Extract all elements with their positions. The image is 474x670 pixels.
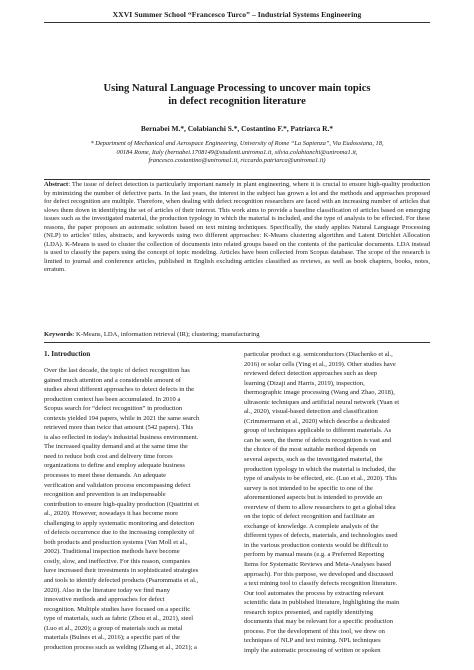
body-text-line: thermographic image processing (Wang and Zhao, 2018),	[244, 389, 395, 397]
body-text-line: overview of them to allow researchers to get a global idea	[244, 503, 396, 511]
body-text-line: (Luo et al., 2020); a group of materials such as metal	[44, 624, 183, 632]
body-text-line: processes to meet these demands. An adequate	[44, 472, 166, 480]
body-text-line: materials (Bulnes et al., 2016); a specific part of the	[44, 634, 180, 642]
body-text-line: Our tool automates the process by extracting relevant	[244, 589, 384, 597]
body-text-line: particular product e.g. semiconductors (Diachenko et al.,	[244, 351, 393, 358]
keywords-rule	[44, 342, 430, 343]
body-text-line: on the topic of defect recognition and facilitate an	[244, 513, 375, 521]
abstract-label: Abstract	[44, 181, 69, 188]
abstract	[44, 181, 430, 275]
body-text-line: (Crimmermann et al., 2020) which describe a dedicated	[244, 417, 390, 425]
abstract-rule	[44, 179, 430, 180]
body-text-line: group of techniques applicable to different materials. As	[244, 427, 392, 435]
body-text-line: approach). For this purpose, we developed and discussed	[244, 570, 394, 578]
body-text-line: al., 2020). However, nowadays it has become more	[44, 510, 179, 518]
body-text-line: recognition and prevention is an indispensable	[44, 491, 166, 499]
body-text-line: and tools to identify defected products (Psarommatis et al.,	[44, 577, 199, 585]
body-text-line: ultrasonic techniques and artificial neural network (Yuan et	[244, 398, 400, 406]
body-text-line: perform by manual means (e.g. a Preferred Reporting	[244, 551, 385, 559]
body-text-line: studies about different approaches to detect defects in the	[44, 386, 195, 394]
left-column	[44, 366, 230, 652]
body-text-line: challenging to apply systematic monitoring and detection	[44, 519, 195, 527]
affiliation-line: 00184 Rome, Italy (bernabei.1708149@studenti.uniroma1.it, silvia.colabianchi@uniroma1.it,	[116, 148, 358, 156]
body-text-line: costly, slow, and ineffective. For this reason, companies	[44, 557, 191, 565]
affiliation	[40, 140, 434, 166]
title-line: in defect recognition literature	[168, 96, 306, 107]
affiliation-line: francesco.costantino@uniroma1.it, riccardo.patriarca@uniroma1.it)	[148, 157, 326, 165]
body-text-line: have increased their investments in sophisticated strategies	[44, 567, 199, 575]
body-text-line: reviewed defect detection approaches such as deep	[244, 370, 378, 378]
body-text-line: recognition. Multiple studies have focused on a specific	[44, 605, 191, 613]
body-text-line: verification and validation process encompassing defect	[44, 481, 191, 489]
body-text-line: exchange of knowledge. A complete analysis of the	[244, 522, 379, 530]
body-text-line: aforementioned aspects but is intended to provide an	[244, 494, 382, 502]
body-text-line: imply the automatic processing of written or spoken	[244, 646, 381, 654]
body-text-line: 2002). Traditional inspection methods have become	[44, 548, 180, 556]
keywords	[44, 331, 430, 338]
body-text-line: production typology in which the material is included, the	[244, 465, 396, 473]
body-text-line: several aspects, such as the investigated material, the	[244, 456, 383, 464]
body-text-line: type of analysis to be effected, etc. (Luo et al., 2020). This	[244, 475, 397, 483]
body-text-line: process. For the development of this tool, we drew on	[244, 627, 385, 635]
body-text-line: research topics presented, and rapidly identifying	[244, 608, 374, 616]
right-column	[244, 350, 430, 656]
body-text-line: techniques of NLP and text mining. NPL techniques	[244, 637, 381, 645]
body-text-line: Over the last decade, the topic of defect recognition has	[44, 367, 190, 374]
affiliation-line: * Department of Mechanical and Aerospace Engineering, University of Rome “La Sapienza”, Via Eudossiana, 18,	[90, 140, 384, 147]
body-text-line: 2016) or solar cells (Ying et al., 2019). Other studies have	[244, 360, 396, 368]
body-text-line: a text mining tool to classify defects recognition literature.	[244, 580, 398, 588]
abstract-text: : The issue of defect detection is particularly important namely in plant engineering, where it is crucial to ensure high-quality production by minimizing the number of defective parts. In the last years, the interest in the subject has grown a lot and the methods and approaches proposed for defect recognition are multiple. Therefore, when dealing with defect recognition researchers are faced with an increasing number of articles that slows them down in identifying the set of articles of their interest. This work aims to provide a baseline classification of articles based on emerging issues such as the investigated material, the production typology in which the material is included, and the type of analysis to be effected. For these reasons, the paper proposes an automatic solution based on text mining techniques. Specifically, the study applies Natural Language Processing (NLP) to articles' titles, abstracts, and keywords using two different approaches: K-Means clustering algorithm and Latent Dirichlet Allocation (LDA). K-Means is used to cluster the collection of documents into related groups based on the contents of the particular documents. LDA instead is used to classify the papers using the concept of topic modeling. Articles have been collected from Scopus database. The scope of the research is limited to journal and conference articles, published in English excluding articles classified as reviews, as well as book chapters, books, notes, erratum.	[44, 181, 430, 274]
keywords-label: Keywords	[44, 331, 73, 338]
body-text-line: innovative methods and approaches for defect	[44, 596, 165, 604]
running-header: XXVI Summer School “Francesco Turco” – Industrial Systems Engineering	[112, 10, 362, 19]
body-text-line: different types of defects, materials, and technologies used	[244, 532, 398, 540]
body-text-line: 2020). Also in the literature today we find many	[44, 586, 170, 594]
body-text-line: Items for Systematic Reviews and Meta-Analyses based	[244, 561, 392, 569]
body-text-line: documents that may be relevant for a specific production	[244, 618, 394, 626]
authors: Bernabei M.*, Colabianchi S.*, Costantino F.*, Patriarca R.*	[140, 124, 334, 133]
body-text-line: organizations to define and employ adequate business	[44, 462, 185, 470]
body-text-line: in the various production contexts would be difficult to	[244, 541, 389, 549]
header-rule	[44, 22, 430, 23]
body-text-line: Scopus search for “defect recognition” in production	[44, 405, 183, 413]
paper-title	[40, 82, 434, 108]
body-text-line: learning (Dizaji and Harris, 2019), inspection,	[244, 379, 365, 387]
title-line: Using Natural Language Processing to uncover main topics	[103, 83, 371, 94]
body-text-line: production context has been accumulated. In 2010 a	[44, 395, 181, 403]
body-text-line: scientific data in published literature, highlighting the main	[244, 599, 400, 607]
body-text-line: The increased quality demand and at the same time the	[44, 443, 188, 451]
body-text-line: need to reduce both cost and delivery time forces	[44, 452, 173, 460]
body-text-line: contribution to ensure high-quality production (Quattrini et	[44, 500, 199, 508]
keywords-text: : K-Means, LDA, information retrieval (IR); clustering; manufacturing	[72, 331, 260, 338]
body-text-line: al., 2020), visual-based detection and classification	[244, 408, 378, 416]
body-text-line: is also reflected in today's industrial business environment.	[44, 433, 199, 441]
body-text-line: retrieved more than twice that amount (542 papers). This	[44, 424, 194, 432]
body-text-line: production process such as welding (Zhang et al., 2021); a	[44, 643, 197, 651]
body-text-line: both products and production systems (Van Moll et al.,	[44, 538, 188, 546]
body-text-line: of defects occurrence due to the increasing complexity of	[44, 529, 195, 537]
body-text-line: survey is not intended to be specific to one of the	[244, 484, 373, 492]
body-text-line: type of materials, such as fabric (Zhou et al., 2021), steel	[44, 615, 194, 623]
body-text-line: the choice of the most suitable method depends on	[244, 446, 377, 454]
body-text-line: contexts yielded 194 papers, while in 2021 the same search	[44, 414, 200, 422]
body-text-line: gained much attention and a considerable amount of	[44, 376, 181, 384]
section-title: 1. Introduction	[44, 350, 91, 358]
body-text-line: can be seen, the theme of defects recognition is vast and	[244, 436, 392, 444]
